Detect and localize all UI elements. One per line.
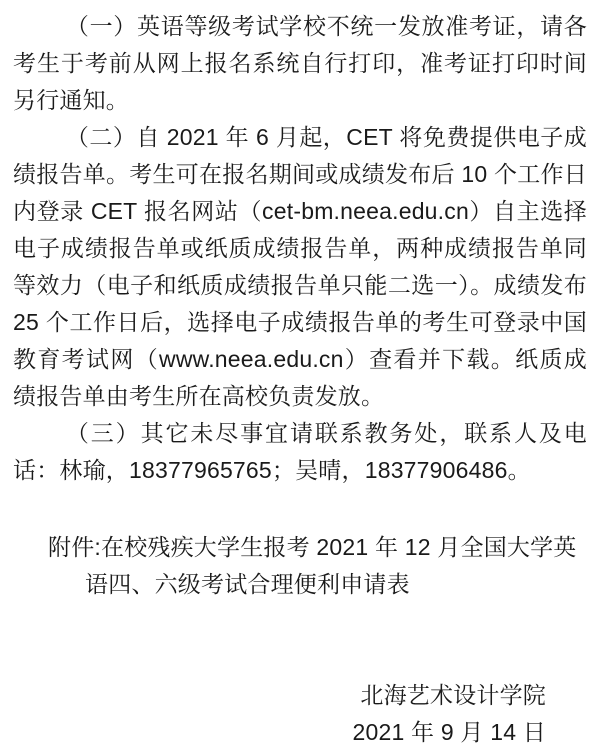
attachment-note (13, 529, 587, 603)
paragraph-3: （三）其它未尽事宜请联系教务处，联系人及电话：林瑜，18377965765；吴晴，18377906486。 (13, 420, 587, 483)
signature-date: 2021 年 9 月 14 日 (352, 719, 546, 745)
signature-organization: 北海艺术设计学院 (360, 682, 546, 708)
signature-block (13, 677, 587, 751)
paragraph-1: （一）英语等级考试学校不统一发放准考证，请各考生于考前从网上报名系统自行打印，准考证打印时间另行通知。 (13, 13, 587, 113)
paragraph-2: （二）自 2021 年 6 月起，CET 将免费提供电子成绩报告单。考生可在报名期间或成绩发布后 10 个工作日内登录 CET 报名网站（cet-bm.neea.edu.cn）自主选择电子成绩报告单或纸质成绩报告单，两种成绩报告单同等效力（电子和纸质成绩报告单只能二选一）。成绩发布 25 个工作日后，选择电子成绩报告单的考生可登录中国教育考试网（www.neea.edu.cn）查看并下载。纸质成绩报告单由考生所在高校负责发放。 (13, 124, 587, 409)
attachment-title: 在校残疾大学生报考 2021 年 12 月全国大学英语四、六级考试合理便利申请表 (85, 534, 577, 597)
attachment-label: 附件: (48, 534, 101, 560)
